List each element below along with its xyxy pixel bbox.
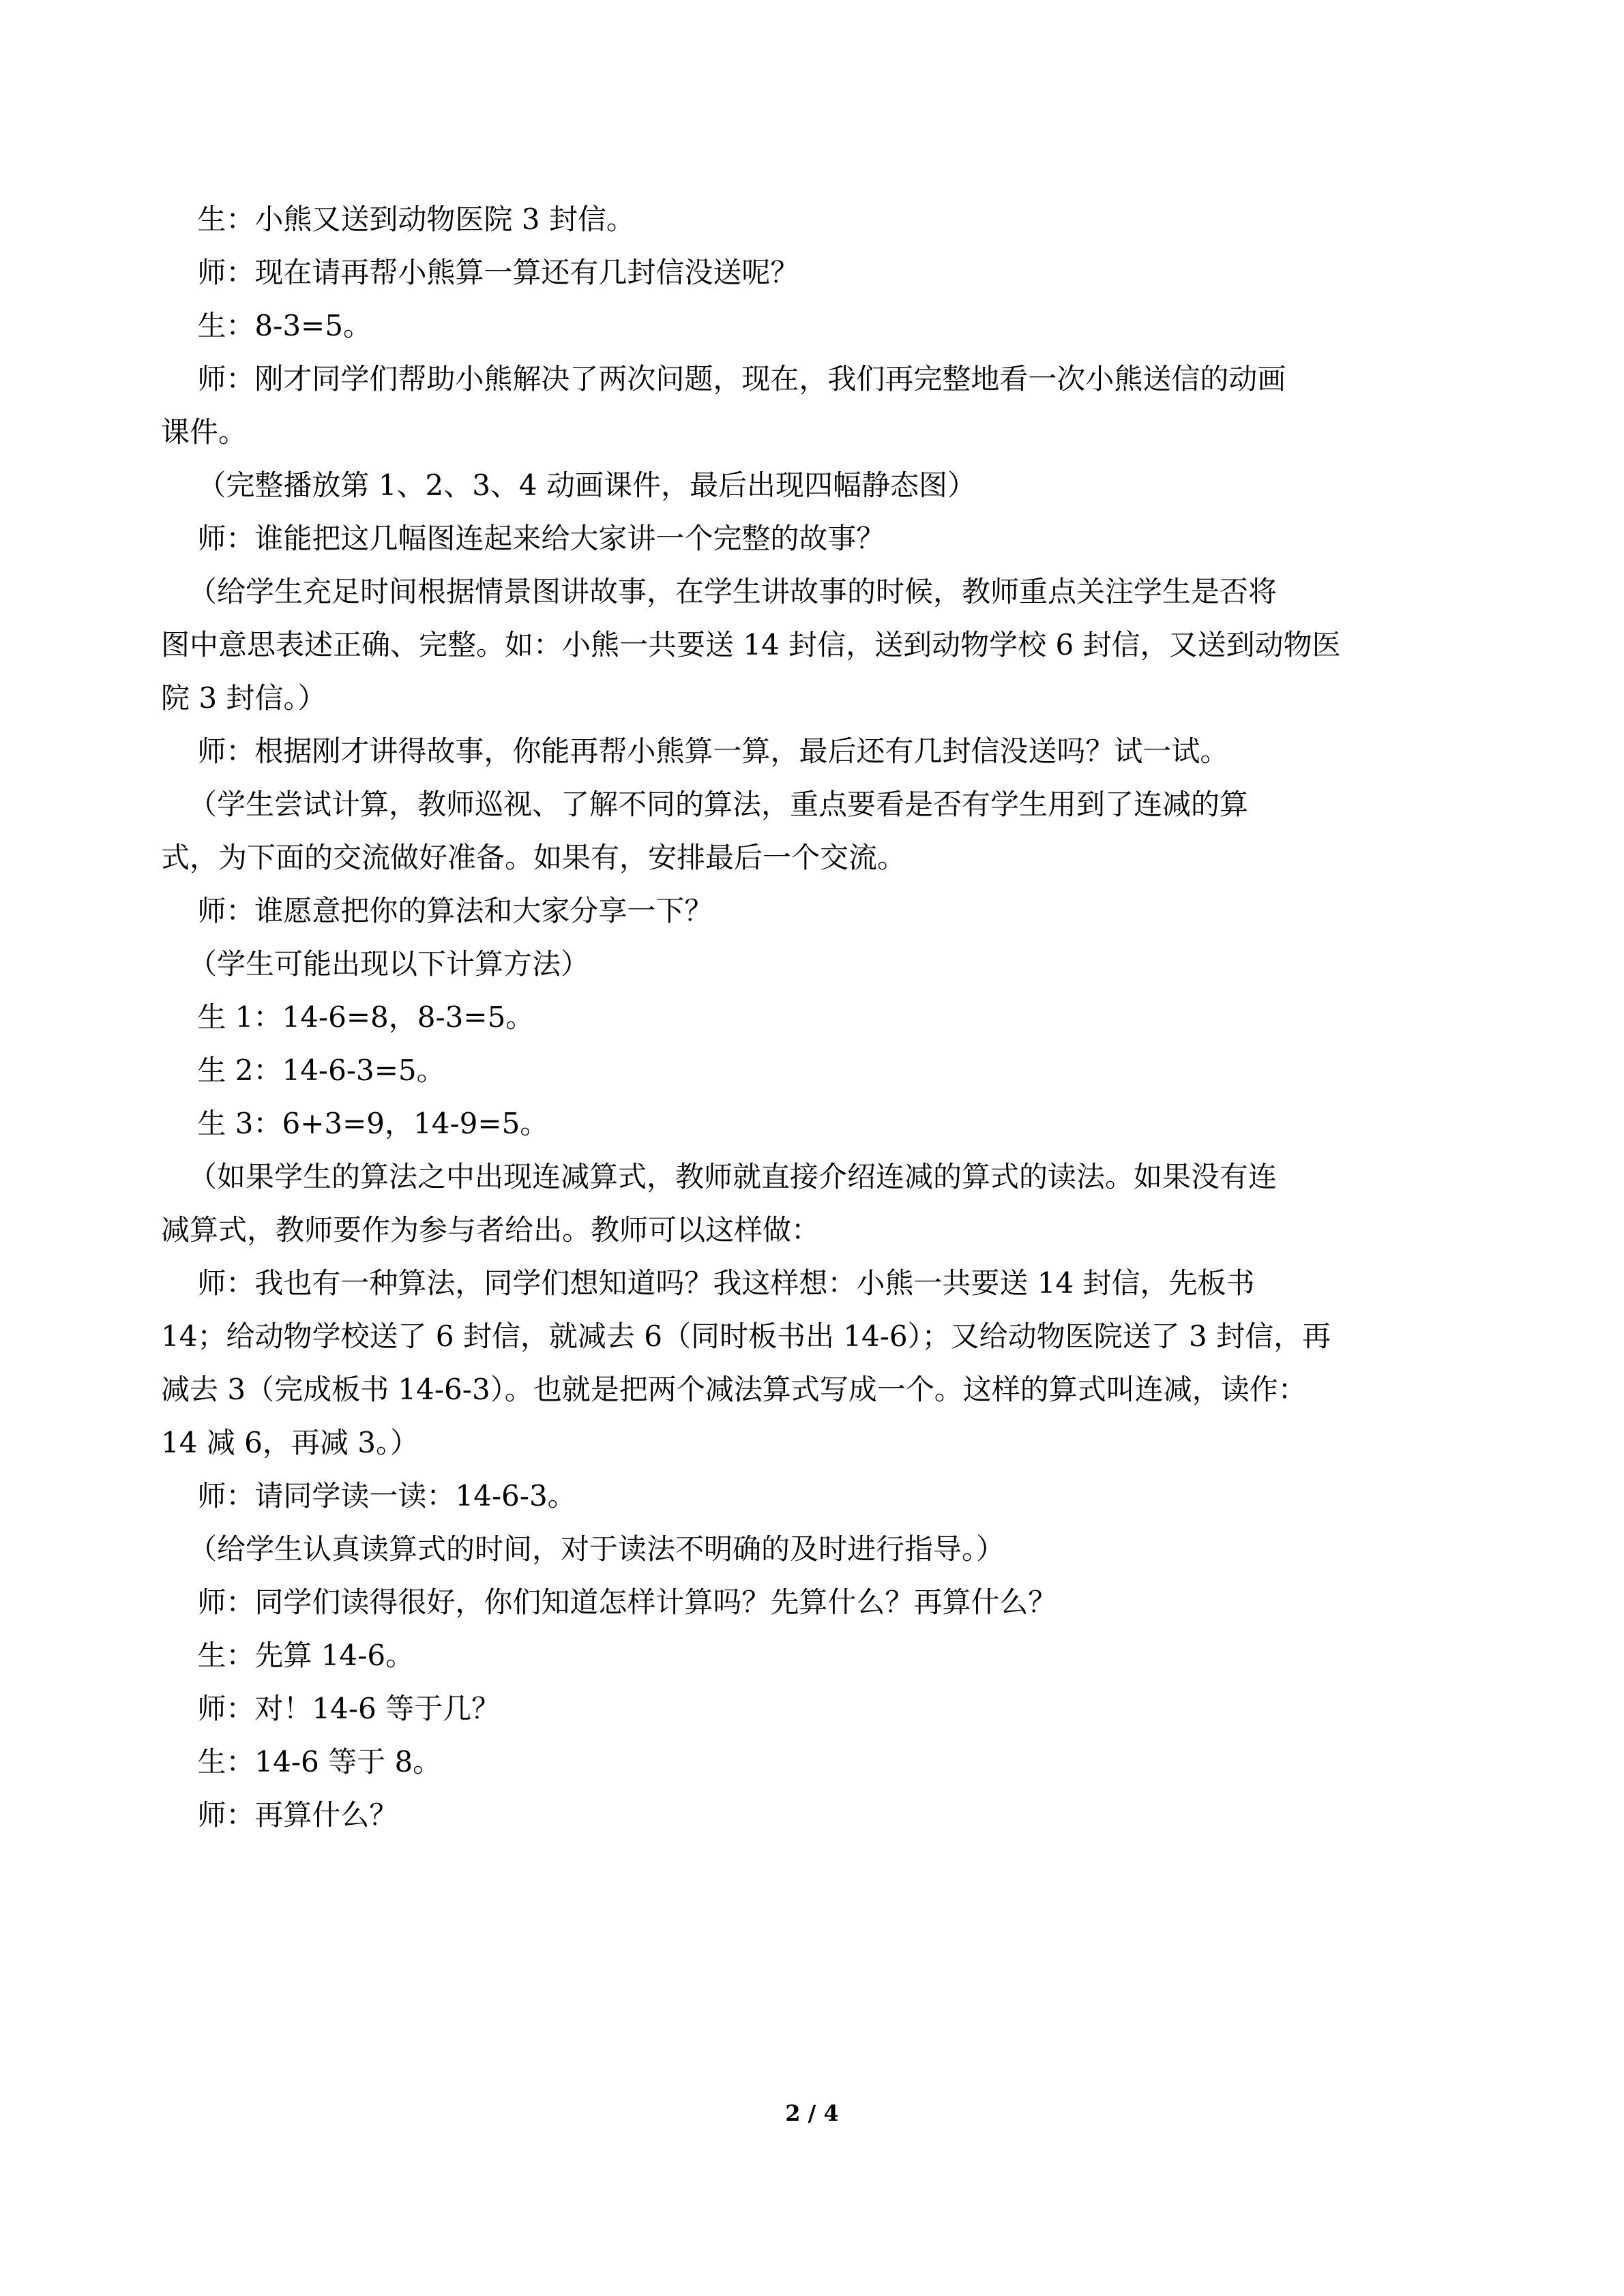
document-body (161, 193, 1471, 1842)
text-line: 生 1：14-6=8，8-3=5。 (161, 1000, 535, 1034)
text-line: 师：刚才同学们帮助小熊解决了两次问题，现在，我们再完整地看一次小熊送信的动画 (161, 362, 1286, 396)
text-line: 师：请同学读一读：14-6-3。 (161, 1479, 576, 1512)
text-line: 14；给动物学校送了 6 封信，就减去 6（同时板书出 14-6）；又给动物医院送了 3 封信，再 (161, 1320, 1331, 1353)
text-line: 生：小熊又送到动物医院 3 封信。 (161, 203, 635, 236)
text-line: （学生可能出现以下计算方法） (161, 947, 590, 981)
text-line: 生 2：14-6-3=5。 (161, 1054, 445, 1087)
text-line: （给学生认真读算式的时间，对于读法不明确的及时进行指导。） (161, 1532, 1005, 1566)
text-line: 院 3 封信。） (161, 681, 327, 715)
text-line: 课件。 (161, 415, 248, 449)
text-line: 师：谁能把这几幅图连起来给大家讲一个完整的故事？ (161, 522, 885, 555)
text-line: 师：同学们读得很好，你们知道怎样计算吗？先算什么？再算什么？ (161, 1585, 1057, 1619)
text-line: 式，为下面的交流做好准备。如果有，安排最后一个交流。 (161, 841, 906, 874)
text-line: 师：根据刚才讲得故事，你能再帮小熊算一算，最后还有几封信没送吗？试一试。 (161, 734, 1229, 768)
text-line: 减算式，教师要作为参与者给出。教师可以这样做： (161, 1213, 821, 1247)
text-line: 减去 3（完成板书 14-6-3）。也就是把两个减法算式写成一个。这样的算式叫连减，读作： (161, 1373, 1307, 1406)
page-number: 2 / 4 (785, 2100, 839, 2126)
text-line: （给学生充足时间根据情景图讲故事，在学生讲故事的时候，教师重点关注学生是否将 (161, 575, 1278, 608)
text-line: 师：现在请再帮小熊算一算还有几封信没送呢？ (161, 256, 799, 289)
text-line: （如果学生的算法之中出现连减算式，教师就直接介绍连减的算式的读法。如果没有连 (161, 1160, 1278, 1193)
text-line: 生：先算 14-6。 (161, 1639, 415, 1672)
text-line: 师：对！14-6 等于几？ (161, 1692, 501, 1725)
text-line: （完整播放第 1、2、3、4 动画课件，最后出现四幅静态图） (161, 468, 976, 502)
text-line: 14 减 6，再减 3。） (161, 1426, 419, 1459)
text-line: 师：我也有一种算法，同学们想知道吗？我这样想：小熊一共要送 14 封信，先板书 (161, 1266, 1255, 1300)
text-line: 生：14-6 等于 8。 (161, 1745, 442, 1778)
text-line: 图中意思表述正确、完整。如：小熊一共要送 14 封信，送到动物学校 6 封信，又送到动物医 (161, 628, 1341, 661)
text-line: 生：8-3=5。 (161, 309, 372, 342)
text-line: （学生尝试计算，教师巡视、了解不同的算法，重点要看是否有学生用到了连减的算 (161, 788, 1249, 821)
text-line: 生 3：6+3=9，14-9=5。 (161, 1107, 549, 1140)
text-line: 师：再算什么？ (161, 1798, 398, 1832)
text-line: 师：谁愿意把你的算法和大家分享一下？ (161, 894, 713, 927)
